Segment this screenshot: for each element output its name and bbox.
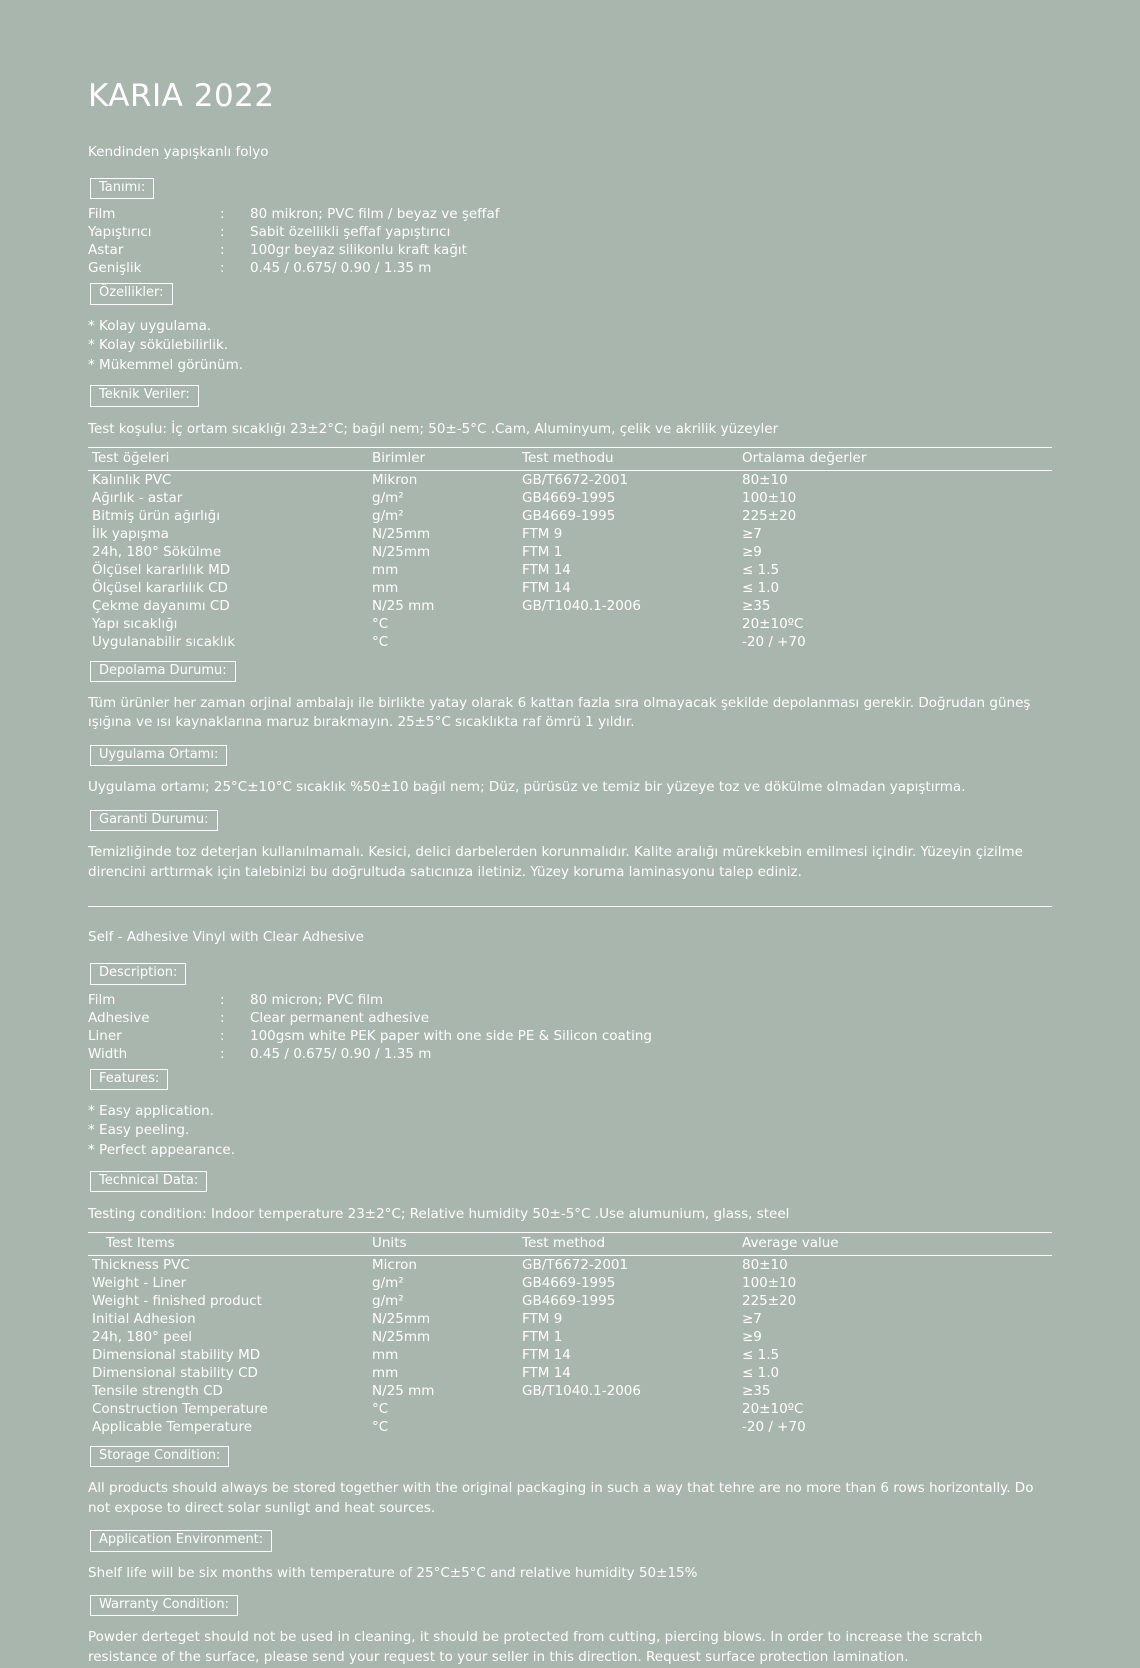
cell: FTM 9: [522, 525, 563, 542]
cell: mm: [372, 561, 399, 578]
list-item: * Easy peeling.: [88, 1122, 190, 1139]
cell: g/m²: [372, 489, 404, 506]
spec-label: Genişlik: [88, 260, 142, 277]
section-tag-definition-tr: Tanımı:: [90, 178, 154, 199]
cell: 225±20: [742, 507, 797, 524]
spec-label: Width: [88, 1045, 128, 1062]
cell: ≤ 1.5: [742, 561, 780, 578]
table-row: [88, 1418, 1052, 1436]
section-tag-warranty-en: Warranty Condition:: [90, 1595, 238, 1616]
section-tag-storage-en: Storage Condition:: [90, 1446, 229, 1467]
cell: GB/T6672-2001: [522, 471, 629, 488]
cell: [518, 1400, 738, 1418]
cell: GB4669-1995: [522, 1292, 616, 1309]
cell: °C: [372, 1418, 389, 1435]
table-row: [88, 489, 1052, 507]
definition-table-tr: [88, 205, 500, 277]
features-list-tr: [88, 317, 1052, 376]
table-row: [88, 615, 1052, 633]
cell: 20±10ºC: [742, 1400, 804, 1417]
technical-data-table-tr: [88, 447, 1052, 651]
cell: ≥7: [742, 525, 762, 542]
table-row: [88, 1027, 652, 1045]
cell: FTM 1: [522, 1328, 563, 1345]
storage-text-en: All products should always be stored together with the original packaging in such a way that tehre are no more than 6 rows horizontally. Do not expose to direct solar sunligt and heat sources.: [88, 1480, 1034, 1516]
spec-value: 100gsm white PEK paper with one side PE & Silicon coating: [250, 1027, 652, 1044]
cell: Kalınlık PVC: [92, 471, 172, 488]
list-item: * Kolay sökülebilirlik.: [88, 337, 229, 354]
table-row: [88, 561, 1052, 579]
cell: GB/T1040.1-2006: [522, 1382, 641, 1399]
spec-value: 80 mikron; PVC film / beyaz ve şeffaf: [250, 206, 500, 223]
cell: İlk yapışma: [92, 525, 169, 542]
spec-value: 100gr beyaz silikonlu kraft kağıt: [250, 242, 467, 259]
section-divider: [88, 906, 1052, 907]
cell: [518, 615, 738, 633]
spec-label: Film: [88, 206, 116, 223]
cell: Weight - Liner: [92, 1274, 187, 1291]
table-row: [88, 1328, 1052, 1346]
cell: GB4669-1995: [522, 507, 616, 524]
cell: FTM 9: [522, 1310, 563, 1327]
cell: 100±10: [742, 489, 797, 506]
cell: Weight - finished product: [92, 1292, 262, 1309]
list-item: * Easy application.: [88, 1102, 214, 1119]
table-row: [88, 1346, 1052, 1364]
spec-label: Liner: [88, 1027, 122, 1044]
spec-colon: :: [220, 1027, 225, 1044]
cell: -20 / +70: [742, 633, 806, 650]
test-condition-en: Testing condition: Indoor temperature 23±2°C; Relative humidity 50±-5°C .Use alumunium, glass, steel: [88, 1205, 790, 1222]
spec-value: 0.45 / 0.675/ 0.90 / 1.35 m: [250, 1045, 432, 1062]
column-header: Units: [368, 1232, 518, 1255]
section-tag-technical-tr: Teknik Veriler:: [90, 385, 199, 406]
table-row: [88, 543, 1052, 561]
cell: -20 / +70: [742, 1418, 806, 1435]
table-row: [88, 991, 652, 1009]
table-row: [88, 1255, 1052, 1274]
table-row: [88, 259, 500, 277]
cell: g/m²: [372, 1292, 404, 1309]
cell: 20±10ºC: [742, 615, 804, 632]
cell: 100±10: [742, 1274, 797, 1291]
table-header-row: [88, 447, 1052, 470]
spec-value: 80 micron; PVC film: [250, 991, 384, 1008]
spec-value: Clear permanent adhesive: [250, 1009, 429, 1026]
cell: Mikron: [372, 471, 418, 488]
cell: N/25mm: [372, 1328, 431, 1345]
cell: ≥7: [742, 1310, 762, 1327]
cell: Micron: [372, 1256, 417, 1273]
spec-label: Yapıştırıcı: [88, 224, 152, 241]
cell: mm: [372, 1346, 399, 1363]
table-row: [88, 1400, 1052, 1418]
column-header: Test method: [518, 1232, 738, 1255]
cell: Thickness PVC: [92, 1256, 190, 1273]
cell: GB/T6672-2001: [522, 1256, 629, 1273]
cell: 24h, 180° peel: [92, 1328, 193, 1345]
cell: N/25mm: [372, 1310, 431, 1327]
table-row: [88, 205, 500, 223]
table-row: [88, 633, 1052, 651]
cell: °C: [372, 615, 389, 632]
warranty-text-tr: Temizliğinde toz deterjan kullanılmamalı. Kesici, delici darbelerden korunmalıdır. Kalite aralığı mürekkebin emilmesi içindir. Yüzeyin çizilme direncini arttırmak için talebinizi bu doğrultuda satıcınıza iletiniz. Yüzey koruma laminasyonu talep ediniz.: [88, 844, 1023, 880]
spec-colon: :: [220, 242, 225, 259]
section-tag-application-tr: Uygulama Ortamı:: [90, 745, 227, 766]
section-tag-application-en: Application Environment:: [90, 1530, 272, 1551]
warranty-text-en: Powder derteget should not be used in cleaning, it should be protected from cutting, piercing blows. In order to increase the scratch resistance of the surface, please send your request to your seller in this direction. Request surface protection lamination.: [88, 1629, 983, 1665]
section-tag-description-en: Description:: [90, 963, 186, 984]
cell: Çekme dayanımı CD: [92, 597, 230, 614]
product-subtitle-en: Self - Adhesive Vinyl with Clear Adhesive: [88, 929, 364, 946]
section-tag-features-en: Features:: [90, 1069, 168, 1090]
spec-colon: :: [220, 206, 225, 223]
section-tag-technical-en: Technical Data:: [90, 1171, 207, 1192]
table-row: [88, 525, 1052, 543]
column-header: Birimler: [368, 447, 518, 470]
cell: Dimensional stability CD: [92, 1364, 258, 1381]
table-row: [88, 597, 1052, 615]
cell: Applicable Temperature: [92, 1418, 253, 1435]
spec-value: Sabit özellikli şeffaf yapıştırıcı: [250, 224, 451, 241]
table-row: [88, 1292, 1052, 1310]
cell: Dimensional stability MD: [92, 1346, 261, 1363]
list-item: * Kolay uygulama.: [88, 317, 212, 334]
list-item: * Perfect appearance.: [88, 1142, 236, 1158]
column-header: Test methodu: [518, 447, 738, 470]
spec-colon: :: [220, 1045, 225, 1062]
turkish-section: [88, 144, 1052, 882]
product-subtitle-tr: Kendinden yapışkanlı folyo: [88, 144, 269, 160]
spec-label: Astar: [88, 242, 124, 259]
table-row: [88, 470, 1052, 489]
cell: ≥9: [742, 543, 762, 560]
cell: FTM 14: [522, 1346, 571, 1363]
column-header: Average value: [738, 1232, 1052, 1255]
cell: [518, 633, 738, 651]
table-row: [88, 1009, 652, 1027]
cell: 80±10: [742, 471, 788, 488]
table-header-row: [88, 1232, 1052, 1255]
english-section: [88, 929, 1052, 1667]
cell: g/m²: [372, 507, 404, 524]
cell: GB4669-1995: [522, 489, 616, 506]
spec-colon: :: [220, 224, 225, 241]
cell: 24h, 180° Sökülme: [92, 543, 222, 560]
cell: N/25 mm: [372, 1382, 435, 1399]
cell: Construction Temperature: [92, 1400, 268, 1417]
cell: Ölçüsel kararlılık MD: [92, 561, 231, 578]
application-text-en: Shelf life will be six months with temperature of 25°C±5°C and relative humidity 50±15%: [88, 1564, 698, 1581]
cell: 80±10: [742, 1256, 788, 1273]
cell: mm: [372, 1364, 399, 1381]
application-text-tr: Uygulama ortamı; 25°C±10°C sıcaklık %50±10 bağıl nem; Düz, pürüsüz ve temiz bir yüzeye toz ve dökülme olmadan yapıştırma.: [88, 779, 966, 796]
column-header: Test öğeleri: [88, 447, 368, 470]
table-row: [88, 1045, 652, 1063]
column-header: Test Items: [88, 1232, 368, 1255]
cell: N/25mm: [372, 543, 431, 560]
cell: °C: [372, 633, 389, 650]
technical-data-table-en: [88, 1232, 1052, 1436]
table-row: [88, 241, 500, 259]
page-title: KARIA 2022: [88, 78, 275, 114]
cell: ≥9: [742, 1328, 762, 1345]
features-list-en: [88, 1102, 1052, 1161]
cell: FTM 14: [522, 579, 571, 596]
cell: ≤ 1.0: [742, 1364, 780, 1381]
cell: Bitmiş ürün ağırlığı: [92, 507, 221, 524]
table-row: [88, 1364, 1052, 1382]
cell: FTM 14: [522, 1364, 571, 1381]
spec-colon: :: [220, 991, 225, 1008]
section-tag-features-tr: Özellikler:: [90, 283, 173, 304]
spec-value: 0.45 / 0.675/ 0.90 / 1.35 m: [250, 260, 432, 277]
test-condition-tr: Test koşulu: İç ortam sıcaklığı 23±2°C; bağıl nem; 50±-5°C .Cam, Aluminyum, çelik ve akrilik yüzeyler: [88, 420, 779, 437]
spec-colon: :: [220, 1009, 225, 1026]
cell: Ağırlık - astar: [92, 489, 183, 506]
table-row: [88, 1274, 1052, 1292]
cell: [518, 1418, 738, 1436]
cell: °C: [372, 1400, 389, 1417]
cell: ≤ 1.0: [742, 579, 780, 596]
section-tag-warranty-tr: Garanti Durumu:: [90, 810, 218, 831]
table-row: [88, 1310, 1052, 1328]
table-row: [88, 579, 1052, 597]
cell: Yapı sıcaklığı: [92, 615, 178, 632]
cell: Tensile strength CD: [92, 1382, 223, 1399]
cell: mm: [372, 579, 399, 596]
cell: 225±20: [742, 1292, 797, 1309]
column-header: Ortalama değerler: [738, 447, 1052, 470]
storage-text-tr: Tüm ürünler her zaman orjinal ambalajı ile birlikte yatay olarak 6 kattan fazla sıra olmayacak şekilde depolanması gerekir. Doğrudan güneş ışığına ve ısı kaynaklarına maruz bırakmayın. 25±5°C sıcaklıkta raf ömrü 1 yıldır.: [88, 694, 1031, 731]
cell: Ölçüsel kararlılık CD: [92, 579, 228, 596]
table-row: [88, 1382, 1052, 1400]
cell: GB4669-1995: [522, 1274, 616, 1291]
spec-label: Adhesive: [88, 1009, 150, 1026]
definition-table-en: [88, 991, 652, 1063]
cell: ≥35: [742, 597, 771, 614]
cell: ≥35: [742, 1382, 771, 1399]
cell: GB/T1040.1-2006: [522, 597, 641, 614]
list-item: * Mükemmel görünüm.: [88, 356, 244, 373]
section-tag-storage-tr: Depolama Durumu:: [90, 661, 236, 682]
cell: N/25mm: [372, 525, 431, 542]
cell: FTM 1: [522, 543, 563, 560]
cell: g/m²: [372, 1274, 404, 1291]
cell: N/25 mm: [372, 597, 435, 614]
spec-label: Film: [88, 991, 116, 1008]
table-row: [88, 507, 1052, 525]
cell: Initial Adhesion: [92, 1310, 196, 1327]
cell: Uygulanabilir sıcaklık: [92, 633, 236, 650]
table-row: [88, 223, 500, 241]
cell: FTM 14: [522, 561, 571, 578]
cell: ≤ 1.5: [742, 1346, 780, 1363]
spec-colon: :: [220, 260, 225, 277]
